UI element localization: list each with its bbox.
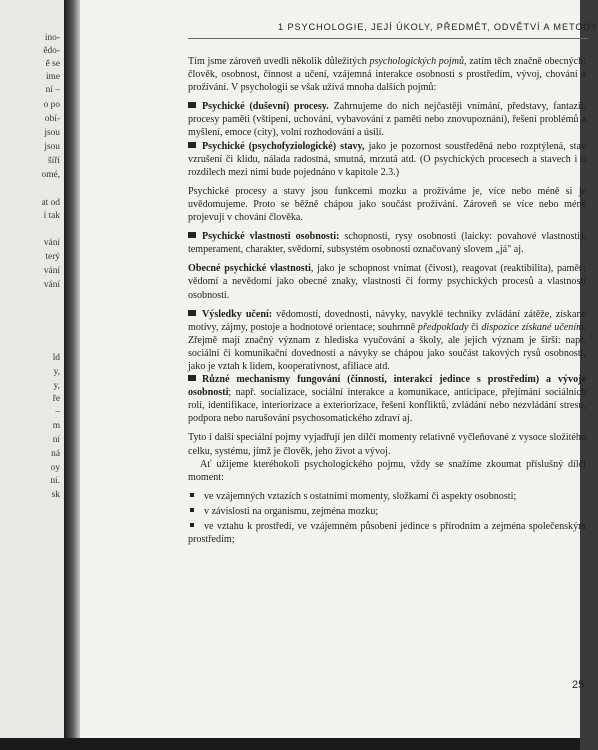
bullet-icon — [188, 375, 196, 381]
previous-page-text-fragment: ní — [52, 435, 60, 445]
previous-page-text-fragment: jsou — [44, 128, 60, 138]
previous-page-text-fragment: ime — [45, 72, 60, 82]
header-rule — [188, 38, 588, 39]
list-item: v závislosti na organismu, zejména mozku; — [188, 505, 586, 518]
previous-page-text-fragment: vání — [43, 280, 60, 290]
paragraph-processes: Psychické procesy a stavy jsou funkcemi mozku a prožíváme je, více nebo méně si je uvědomujeme. Proto se běžně chápou jako součást prožívání. Zároveň se více nebo méně projevují v chování člověka. — [188, 185, 586, 224]
previous-page-text-fragment: o po — [43, 100, 60, 110]
bottom-shadow — [0, 738, 580, 750]
page-body — [188, 55, 586, 548]
bullet-icon — [188, 142, 196, 148]
bullet-icon — [188, 310, 196, 316]
page-number: 25 — [572, 679, 585, 691]
previous-page-text-fragment: obí- — [44, 114, 60, 124]
previous-page-text-fragment: ědo- — [43, 46, 60, 56]
bullet-icon — [190, 508, 194, 512]
previous-page-edge — [0, 0, 64, 750]
term-item-psychic-states: Psychické (psychofyziologické) stavy, jako je pozornost soustředěná nebo rozptýlená, stav vzrušení či klidu, nálada radostná, smutná, mrzutá atd. (O psychických procesech a stavech i o rozdílech mezi nimi bude pojednáno v kapitole 2.3.) — [188, 140, 586, 178]
previous-page-text-fragment: jsou — [44, 142, 60, 152]
previous-page-text-fragment: omé, — [41, 170, 60, 180]
previous-page-text-fragment: ld — [52, 353, 60, 363]
intro-paragraph: Tím jsme zároveň uvedli několik důležitých psychologických pojmů, zatím těch značně obecných: člověk, osobnost, činnost a učení, vzájemná interakce osobnosti s prostředím, vývoj, chování a prožívání. V psychologii se však užívá mnoha dalších pojmů: — [188, 56, 586, 94]
term-item-learning-results: Výsledky učení: vědomosti, dovednosti, návyky, navyklé techniky zvládání zátěže, získané motivy, zájmy, postoje a hodnotové orientace; souhrnně předpoklady či dispozice získané učením. Zřejmě mají značný význam z hlediska vyučování a školy, ale jejich význam je širší: např. sociální či komunikační dovednosti a návyky se chápou jako součást takových rysů osobnosti, jako je vztah k lidem, kooperativnost, afiliace atd. — [188, 308, 586, 372]
previous-page-text-fragment: ná — [51, 449, 60, 459]
previous-page-text-fragment: šíří — [48, 156, 60, 166]
previous-page-text-fragment: ino- — [44, 33, 60, 43]
previous-page-text-fragment: at od — [41, 198, 60, 208]
previous-page-text-fragment: í tak — [43, 211, 60, 221]
book-gutter — [64, 0, 80, 750]
previous-page-text-fragment: ní – — [45, 85, 60, 95]
list-item: ve vztahu k prostředí, ve vzájemném působení jedince s přírodním a zejména společenským prostředím; — [188, 521, 586, 546]
paragraph-special-terms: Tyto i další speciální pojmy vyjadřují jen dílčí momenty relativně vyčleňované z vysoce složitého celku, systému, jímž je člověk, jeho život a vývoj. — [188, 432, 586, 457]
previous-page-text-fragment: sk — [51, 490, 60, 500]
bullet-icon — [190, 493, 194, 497]
previous-page-text-fragment: ě se — [45, 59, 60, 69]
previous-page-text-fragment: vání — [43, 266, 60, 276]
paragraph-whichever-term: Ať užijeme kteréhokoli psychologického pojmu, vždy se snažíme zkoumat příslušný dílčí moment: — [188, 458, 586, 483]
bullet-icon — [190, 523, 194, 527]
previous-page-text-fragment: ní. — [50, 476, 60, 486]
previous-page-text-fragment: terý — [45, 252, 60, 262]
previous-page-text-fragment: vání — [43, 238, 60, 248]
running-header: 1 PSYCHOLOGIE, JEJÍ ÚKOLY, PŘEDMĚT, ODVĚTVÍ A METODY — [278, 22, 598, 32]
paragraph-general-properties: Obecné psychické vlastnosti, jako je schopnost vnímat (čivost), reagovat (reaktibilita), paměť; vědomí a nevědomí jako obecné znaky, vlastnosti či formy psychických procesů a vlastností osobnosti. — [188, 263, 586, 301]
book-page — [80, 0, 598, 740]
previous-page-text-fragment: m — [52, 421, 60, 431]
previous-page-text-fragment: y, — [53, 381, 60, 391]
list-item: ve vzájemných vztazích s ostatními momenty, složkami či aspekty osobnosti; — [188, 490, 586, 503]
previous-page-text-fragment: – — [55, 407, 60, 417]
previous-page-text-fragment: oy — [50, 463, 60, 473]
previous-page-text-fragment: y, — [53, 367, 60, 377]
term-item-mechanisms: Různé mechanismy fungování (činností, interakcí jedince s prostředím) a vývoje osobnosti; např. socializace, sociální interakce a komunikace, anticipace, přejímání sociálních rolí, identifikace, interiorizace a exteriorizace, řešení konfliktů, zvládání nebo nezvládání stresu, podpora nebo narušování psychosomatického zdraví aj. — [188, 374, 586, 425]
previous-page-text-fragment: ře — [52, 394, 60, 404]
term-item-personality-traits: Psychické vlastnosti osobnosti: schopnosti, rysy osobnosti (laicky: povahové vlastnosti), temperament, charakter, svědomí, subsystém osobnosti označovaný slovem „já" aj. — [188, 231, 586, 256]
term-item-psychic-processes: Psychické (duševní) procesy. Zahrnujeme do nich nejčastěji vnímání, představy, fantazii, procesy paměti (vštípení, uchování, vybavování z paměti nebo znovupoznání), řešení problémů a myšlení, emoce (city), volní rozhodování a úsilí. — [188, 101, 587, 139]
bullet-icon — [188, 102, 196, 108]
bullet-icon — [188, 232, 196, 238]
